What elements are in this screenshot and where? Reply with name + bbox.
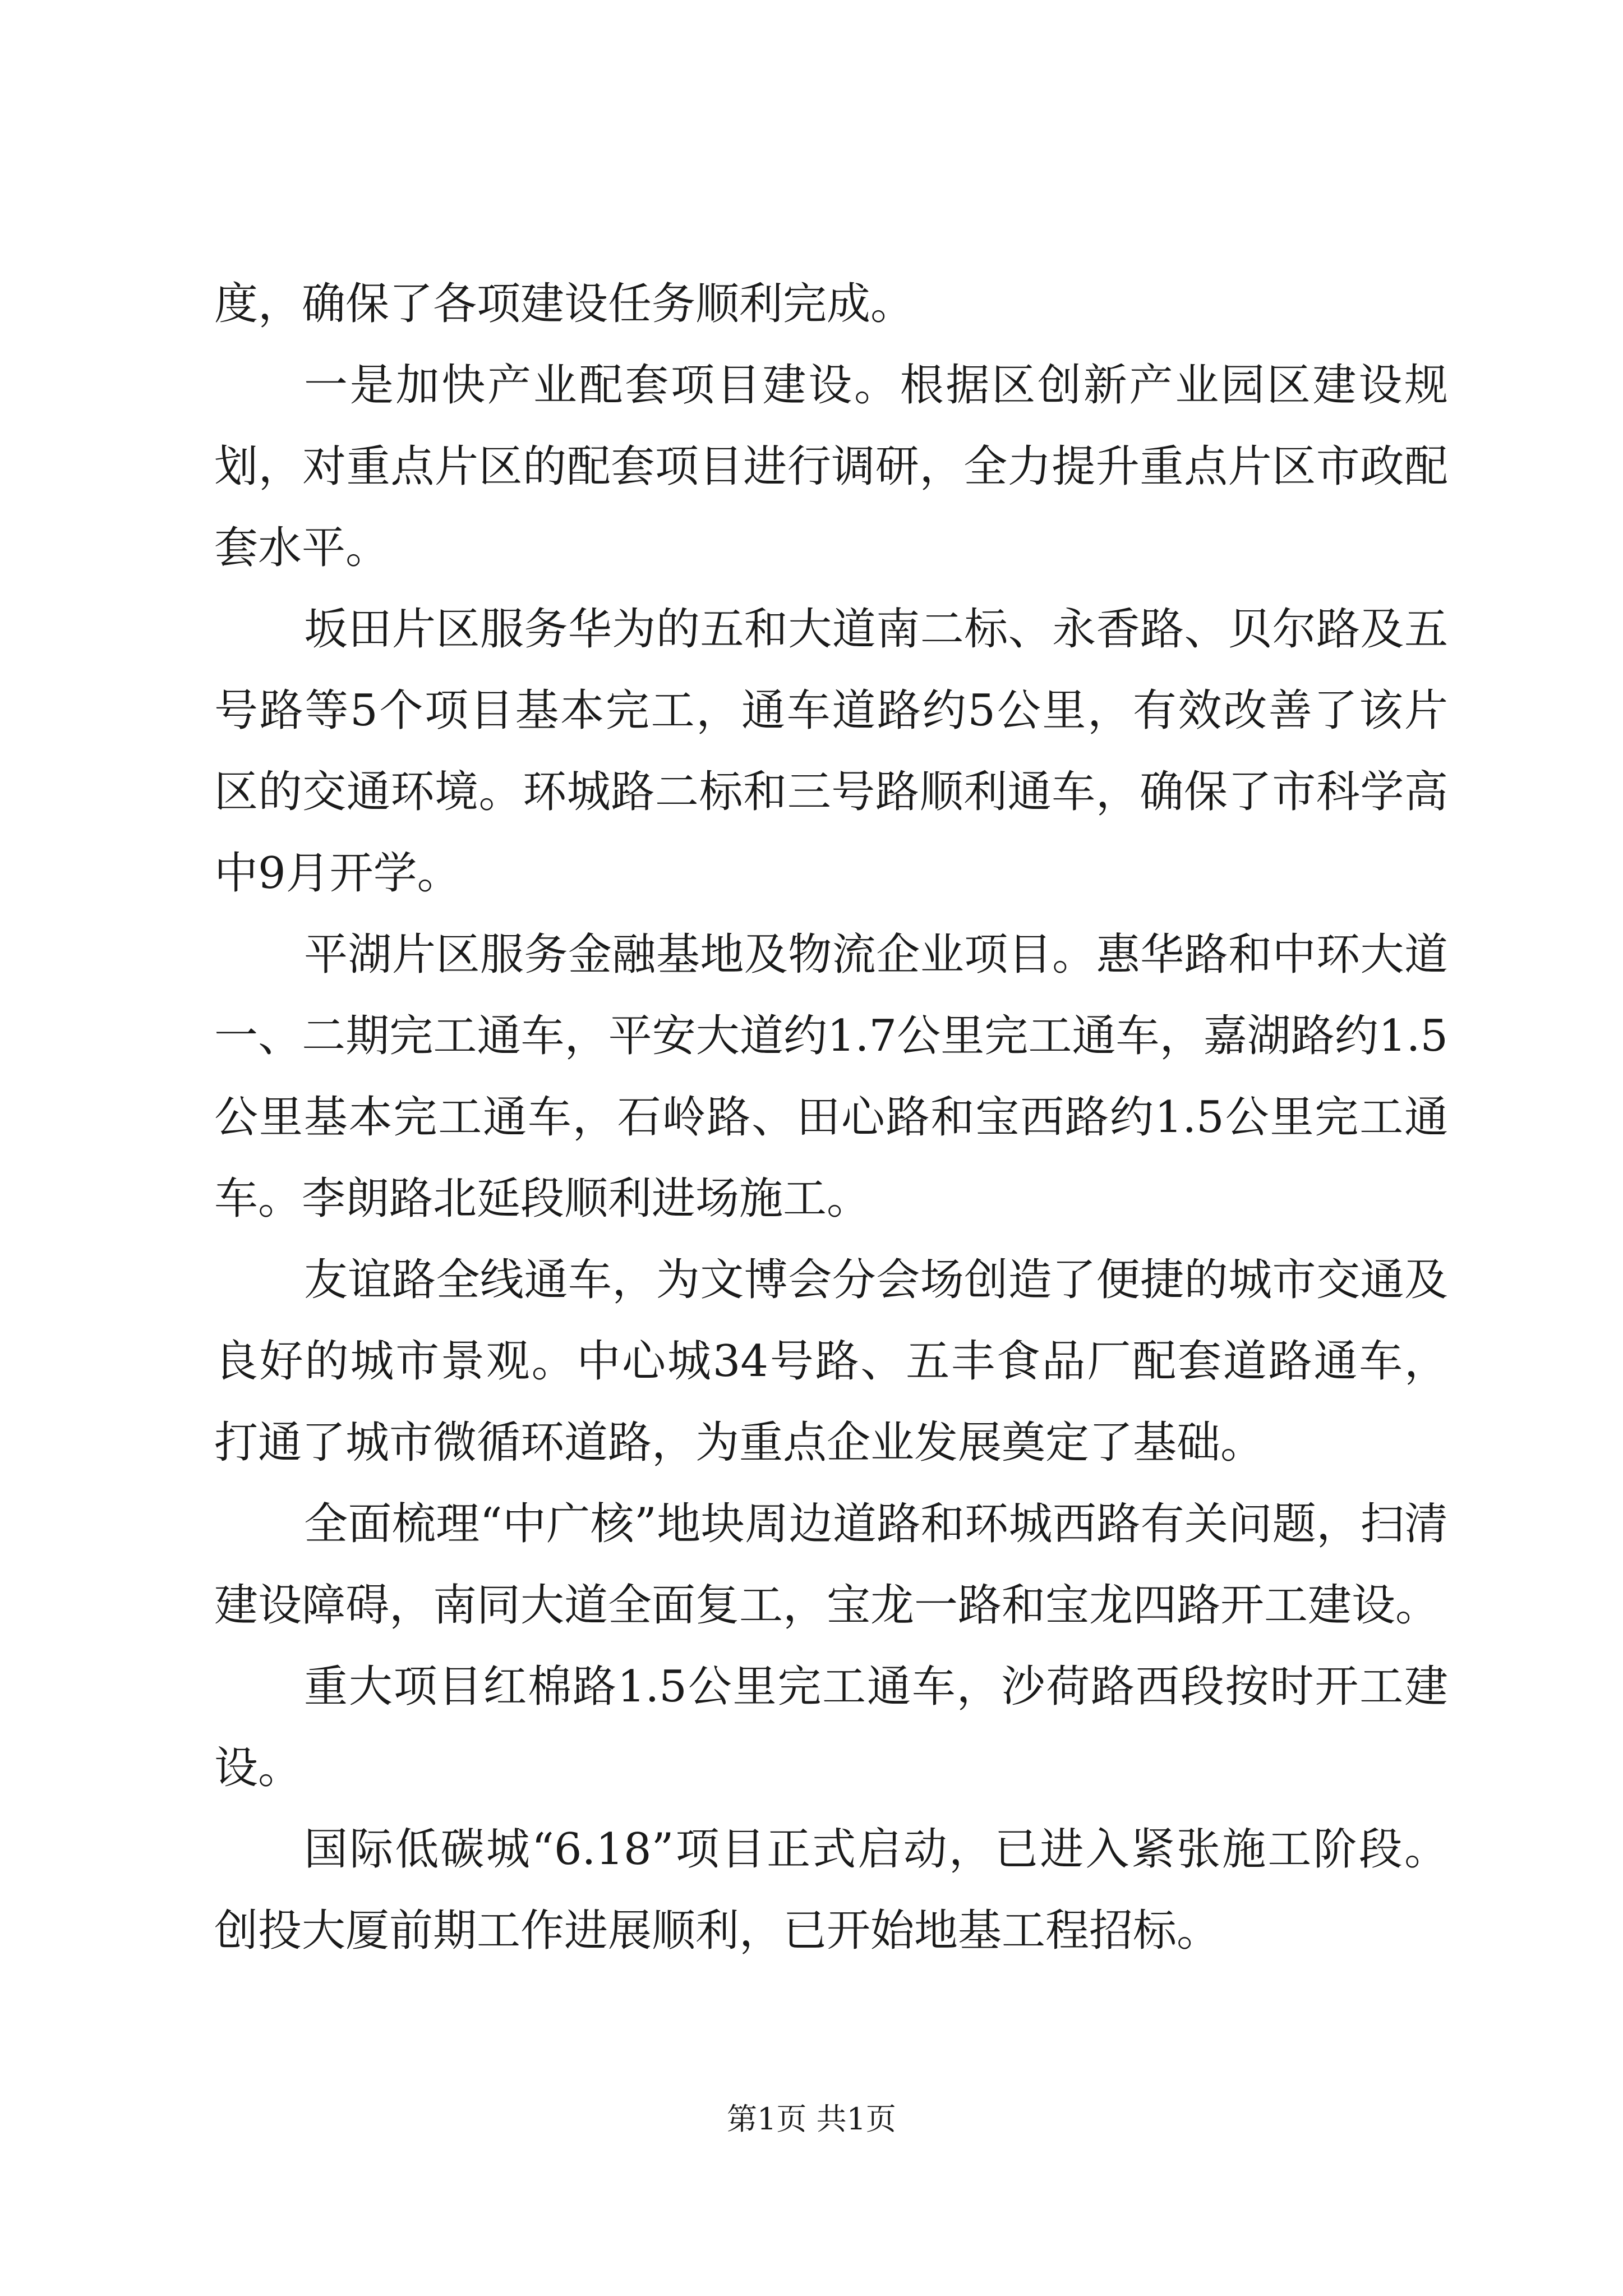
paragraph-7: 重大项目红棉路1.5公里完工通车，沙荷路西段按时开工建设。 [214,1662,1448,1793]
document-body [214,264,1448,1972]
paragraph-5: 友谊路全线通车，为文博会分会场创造了便捷的城市交通及良好的城市景观。中心城34号路、五丰食品厂配套道路通车，打通了城市微循环道路，为重点企业发展奠定了基础。 [214,1255,1448,1468]
page-footer: 第1页 共1页 [727,2101,896,2137]
paragraph-2: 一是加快产业配套项目建设。根据区创新产业园区建设规划，对重点片区的配套项目进行调研，全力提升重点片区市政配套水平。 [214,360,1448,573]
paragraph-1: 度，确保了各项建设任务顺利完成。 [214,279,915,329]
paragraph-3: 坂田片区服务华为的五和大道南二标、永香路、贝尔路及五号路等5个项目基本完工，通车道路约5公里，有效改善了该片区的交通环境。环城路二标和三号路顺利通车，确保了市科学高中9月开学。 [214,604,1448,899]
paragraph-4: 平湖片区服务金融基地及物流企业项目。惠华路和中环大道一、二期完工通车，平安大道约1.7公里完工通车，嘉湖路约1.5公里基本完工通车，石岭路、田心路和宝西路约1.5公里完工通车。李朗路北延段顺利进场施工。 [214,930,1448,1224]
paragraph-6: 全面梳理“中广核”地块周边道路和环城西路有关问题，扫清建设障碍，南同大道全面复工，宝龙一路和宝龙四路开工建设。 [214,1499,1448,1631]
paragraph-8: 国际低碳城“6.18”项目正式启动，已进入紧张施工阶段。创投大厦前期工作进展顺利，已开始地基工程招标。 [214,1824,1448,1956]
